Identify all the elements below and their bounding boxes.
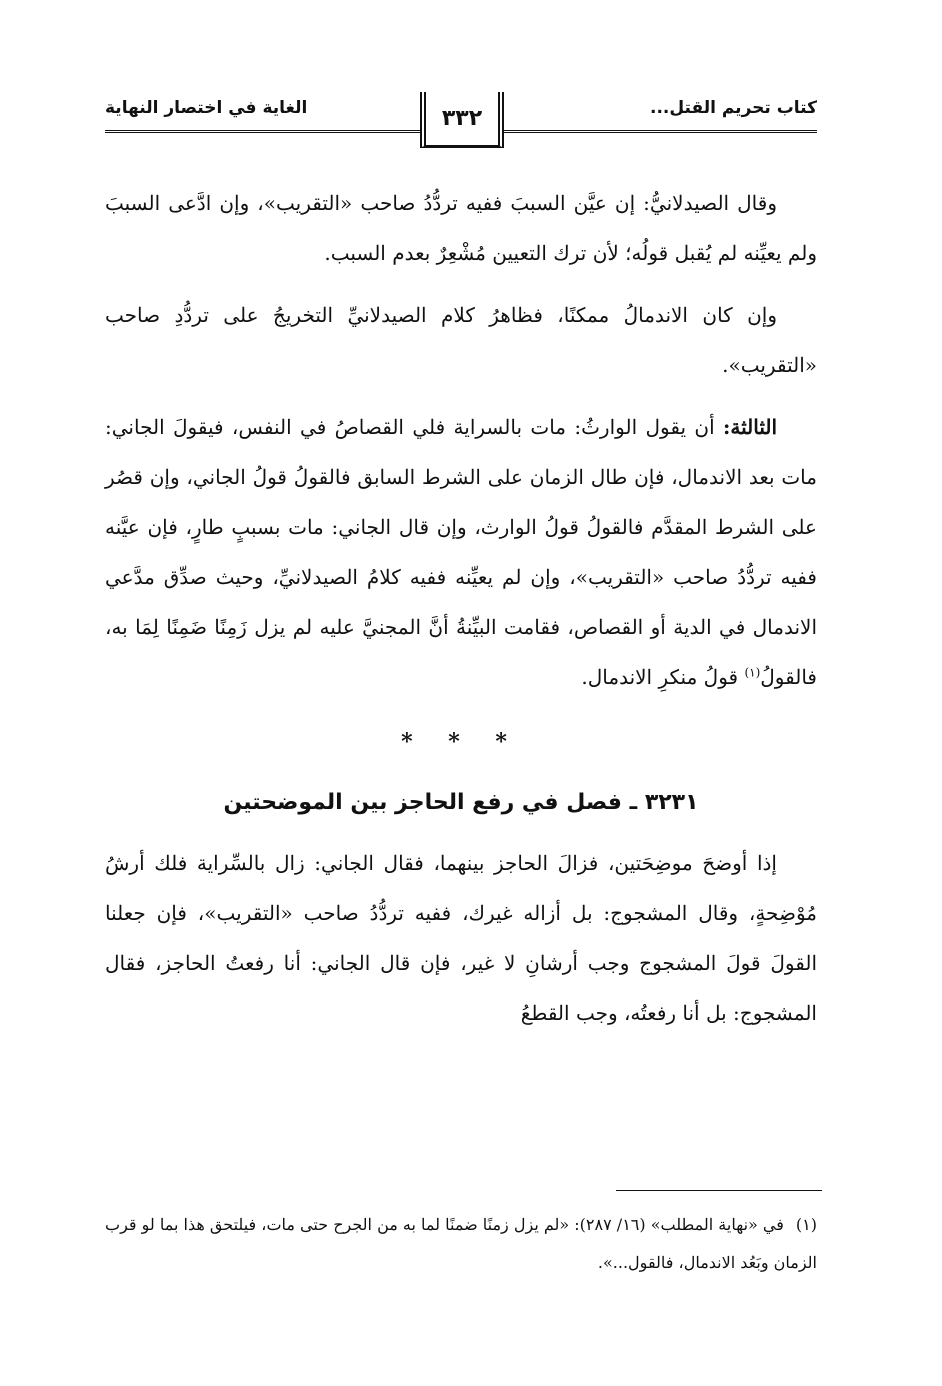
paragraph-3 bbox=[105, 402, 817, 702]
section-divider-stars: * * * bbox=[401, 729, 521, 755]
paragraph-3-text-b: قولُ منكرِ الاندمال. bbox=[581, 665, 745, 689]
footnote-text: في «نهاية المطلب» (١٦/ ٢٨٧): «لم يزل زمنًا ضمنًا لما به من الجرح حتى مات، فيلتحق هذا بما لو قرب الزمان وبَعُد الاندمال، فالقول...». bbox=[105, 1215, 817, 1272]
section-heading: ٣٢٣١ ـ فصل في رفع الحاجز بين الموضحتين bbox=[223, 790, 699, 815]
paragraph-2: وإن كان الاندمالُ ممكنًا، فظاهرُ كلام الصيدلانيِّ التخريجُ على تردُّدِ صاحب «التقريب». bbox=[105, 303, 817, 377]
page-header bbox=[105, 92, 817, 140]
footnote bbox=[105, 1206, 817, 1282]
footnote-separator bbox=[616, 1190, 822, 1191]
running-title-left: الغاية في اختصار النهاية bbox=[105, 98, 308, 118]
running-title-right: كتاب تحريم القتل... bbox=[650, 98, 817, 118]
footnote-number: (١) bbox=[795, 1215, 817, 1234]
paragraph-4: إذا أوضحَ موضِحَتين، فزالَ الحاجز بينهما، فقال الجاني: زال بالسِّراية فلك أرشُ مُوْضِحةٍ، وقال المشجوج: بل أزاله غيرك، ففيه تردُّدُ صاحب «التقريب»، فإن جعلنا القولَ قولَ المشجوج وجب أرشانِ لا غير، فإن قال الجاني: أنا رفعتُ الحاجز، فقال المشجوج: بل أنا رفعتُه، وجب القطعُ bbox=[105, 851, 817, 1025]
paragraph-3-text-a: أن يقول الوارثُ: مات بالسراية فلي القصاصُ في النفس، فيقولَ الجاني: مات بعد الاندمال، فإن طال الزمان على الشرط السابق فالقولُ قولُ الجاني، وإن قصُر على الشرط المقدَّم فالقولُ قولُ الوارث، وإن قال الجاني: مات بسببٍ طارٍ، فإن عيَّنه ففيه تردُّدُ صاحب «التقريب»، وإن لم يعيِّنه ففيه كلامُ الصيدلانيِّ، وحيث صدِّق مدَّعي الاندمال في الدية أو القصاص، فقامت البيِّنةُ أنَّ المجنيَّ عليه لم يزل زَمِنًا ضَمِنًا لِمَا به، فالقولُ bbox=[105, 415, 817, 689]
main-text bbox=[105, 178, 817, 1050]
footnote-reference: (١) bbox=[744, 665, 761, 680]
page-number-frame bbox=[420, 92, 504, 148]
paragraph-1: وقال الصيدلانيُّ: إن عيَّن السببَ ففيه تردُّدُ صاحب «التقريب»، وإن ادَّعى السببَ ولم يعيِّنه لم يُقبل قولُه؛ لأن ترك التعيين مُشْعِرٌ بعدم السبب. bbox=[105, 191, 817, 265]
paragraph-3-lead: الثالثة: bbox=[722, 415, 777, 439]
page-number: ٣٣٢ bbox=[441, 106, 483, 131]
